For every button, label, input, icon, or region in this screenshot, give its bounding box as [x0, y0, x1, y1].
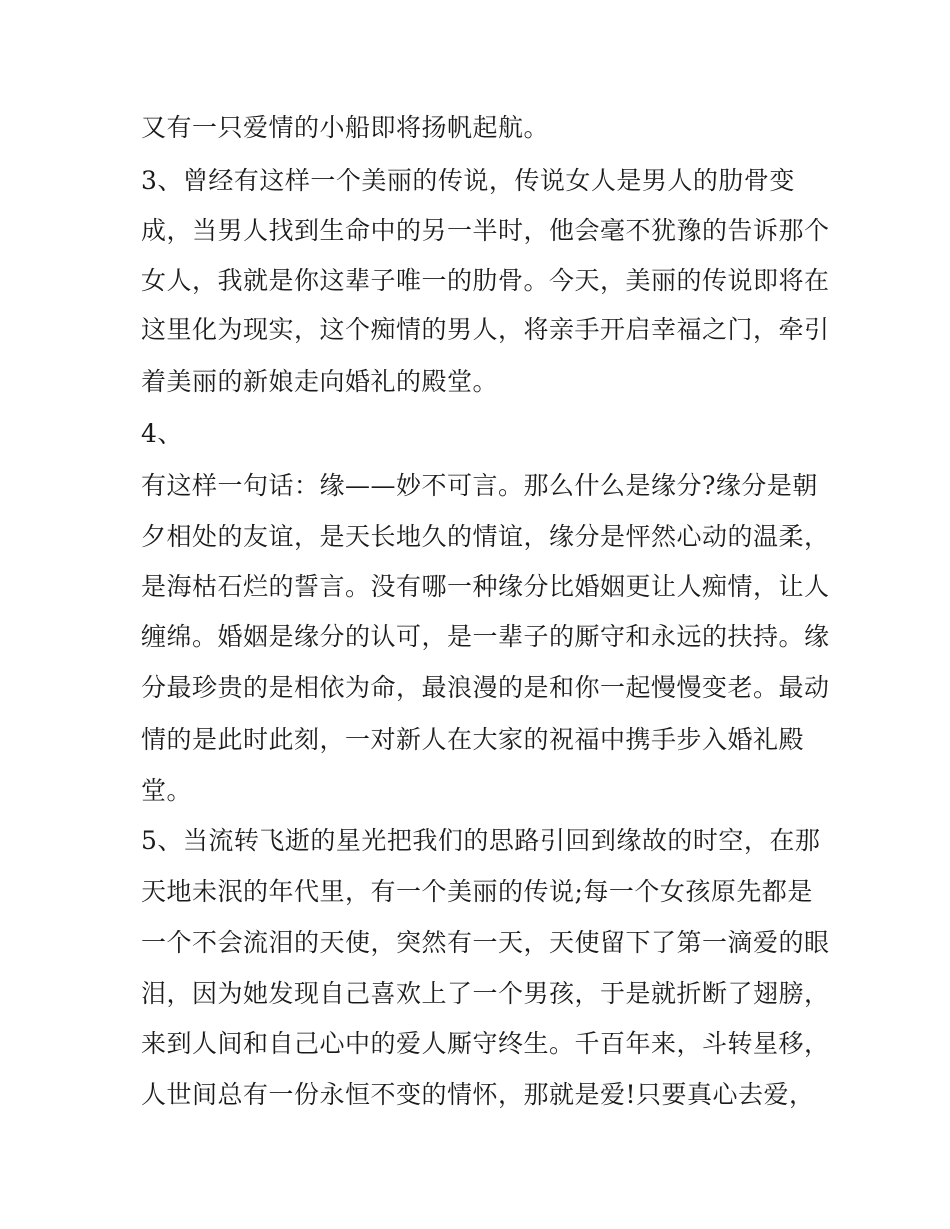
text-line: 情的是此时此刻，一对新人在大家的祝福中携手步入婚礼殿: [141, 725, 805, 754]
text-line: 3、曾经有这样一个美丽的传说，传说女人是男人的肋骨变: [141, 166, 795, 195]
text-line: 来到人间和自己心中的爱人厮守终生。千百年来，斗转星移，: [141, 1029, 830, 1058]
text-line: 泪，因为她发现自己喜欢上了一个男孩，于是就折断了翅膀，: [141, 979, 830, 1008]
text-line: 人世间总有一份永恒不变的情怀，那就是爱!只要真心去爱，: [141, 1080, 815, 1109]
text-line: 着美丽的新娘走向婚礼的殿堂。: [141, 367, 499, 396]
text-line: 女人，我就是你这辈子唯一的肋骨。今天，美丽的传说即将在: [141, 266, 830, 295]
text-line: 堂。: [141, 776, 193, 805]
text-line: 缠绵。婚姻是缘分的认可，是一辈子的厮守和永远的扶持。缘: [141, 622, 830, 651]
text-line: 又有一只爱情的小船即将扬帆起航。: [141, 113, 550, 142]
text-line: 这里化为现实，这个痴情的男人，将亲手开启幸福之门，牵引: [141, 315, 830, 344]
text-line: 4、: [141, 419, 183, 448]
text-line: 夕相处的友谊，是天长地久的情谊，缘分是怦然心动的温柔，: [141, 522, 830, 551]
text-line: 天地未泯的年代里，有一个美丽的传说;每一个女孩原先都是: [141, 877, 813, 906]
text-line: 成，当男人找到生命中的另一半时，他会毫不犹豫的告诉那个: [141, 216, 830, 245]
text-line: 5、当流转飞逝的星光把我们的思路引回到缘故的时空，在那: [141, 826, 821, 855]
text-line: 一个不会流泪的天使，突然有一天，天使留下了第一滴爱的眼: [141, 928, 830, 957]
text-line: 是海枯石烂的誓言。没有哪一种缘分比婚姻更让人痴情，让人: [141, 572, 830, 601]
text-line: 分最珍贵的是相依为命，最浪漫的是和你一起慢慢变老。最动: [141, 673, 830, 702]
text-line: 有这样一句话：缘——妙不可言。那么什么是缘分?缘分是朝: [141, 471, 818, 500]
